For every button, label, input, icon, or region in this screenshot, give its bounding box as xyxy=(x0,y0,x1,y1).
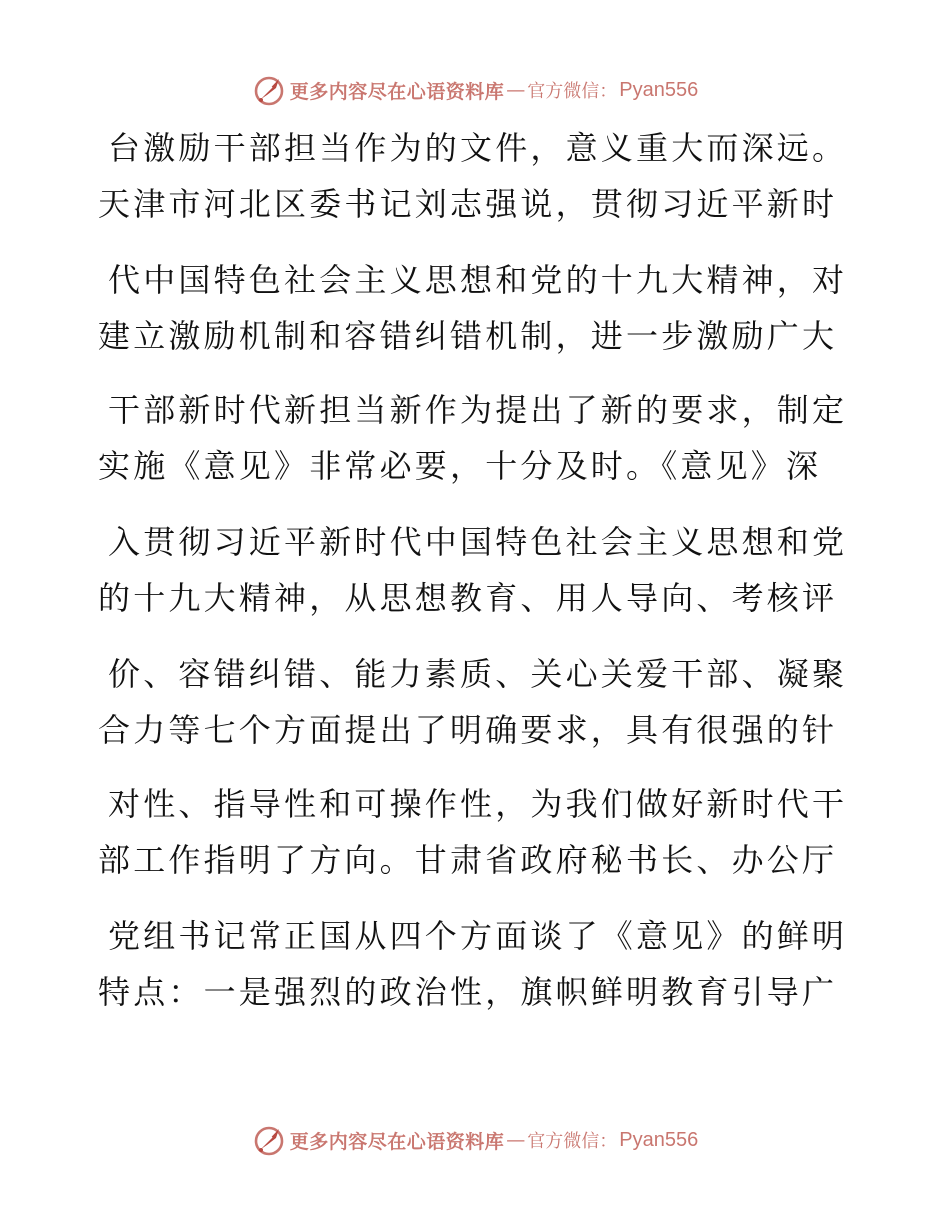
text-line: 实施《意见》非常必要，十分及时。《意见》深 xyxy=(98,447,822,485)
watermark-label: 官方微信： xyxy=(527,1131,618,1152)
text-line: 部工作指明了方向。甘肃省政府秘书长、办公厅 xyxy=(98,841,838,879)
text-line: 特点：一是强烈的政治性，旗帜鲜明教育引导广 xyxy=(98,973,838,1011)
watermark-wechat-id: Pyan556 xyxy=(619,78,699,101)
text-line: 台激励干部担当作为的文件，意义重大而深远。 xyxy=(108,129,848,167)
text-line: 建立激励机制和容错纠错机制，进一步激励广大 xyxy=(98,317,838,355)
watermark-dash: — xyxy=(506,79,526,101)
watermark-text: 更多内容尽在心语资料库 xyxy=(289,1130,505,1153)
watermark-wechat-id: Pyan556 xyxy=(619,1128,699,1151)
text-line: 价、容错纠错、能力素质、关心关爱干部、凝聚 xyxy=(108,655,848,693)
text-line: 天津市河北区委书记刘志强说，贯彻习近平新时 xyxy=(98,185,838,223)
text-line: 合力等七个方面提出了明确要求，具有很强的针 xyxy=(98,711,838,749)
text-line: 对性、指导性和可操作性，为我们做好新时代干 xyxy=(108,785,848,823)
text-line: 干部新时代新担当新作为提出了新的要求，制定 xyxy=(108,391,848,429)
text-line: 入贯彻习近平新时代中国特色社会主义思想和党 xyxy=(108,523,848,561)
text-line: 代中国特色社会主义思想和党的十九大精神，对 xyxy=(108,261,848,299)
watermark-text: 更多内容尽在心语资料库 xyxy=(289,80,505,103)
header-watermark xyxy=(0,70,950,110)
footer-watermark xyxy=(0,1120,950,1160)
watermark-dash: — xyxy=(506,1129,526,1151)
quill-logo-icon xyxy=(252,73,286,107)
watermark-label: 官方微信： xyxy=(527,81,618,102)
text-line: 的十九大精神，从思想教育、用人导向、考核评 xyxy=(98,579,838,617)
text-line: 党组书记常正国从四个方面谈了《意见》的鲜明 xyxy=(108,917,848,955)
quill-logo-icon xyxy=(252,1123,286,1157)
